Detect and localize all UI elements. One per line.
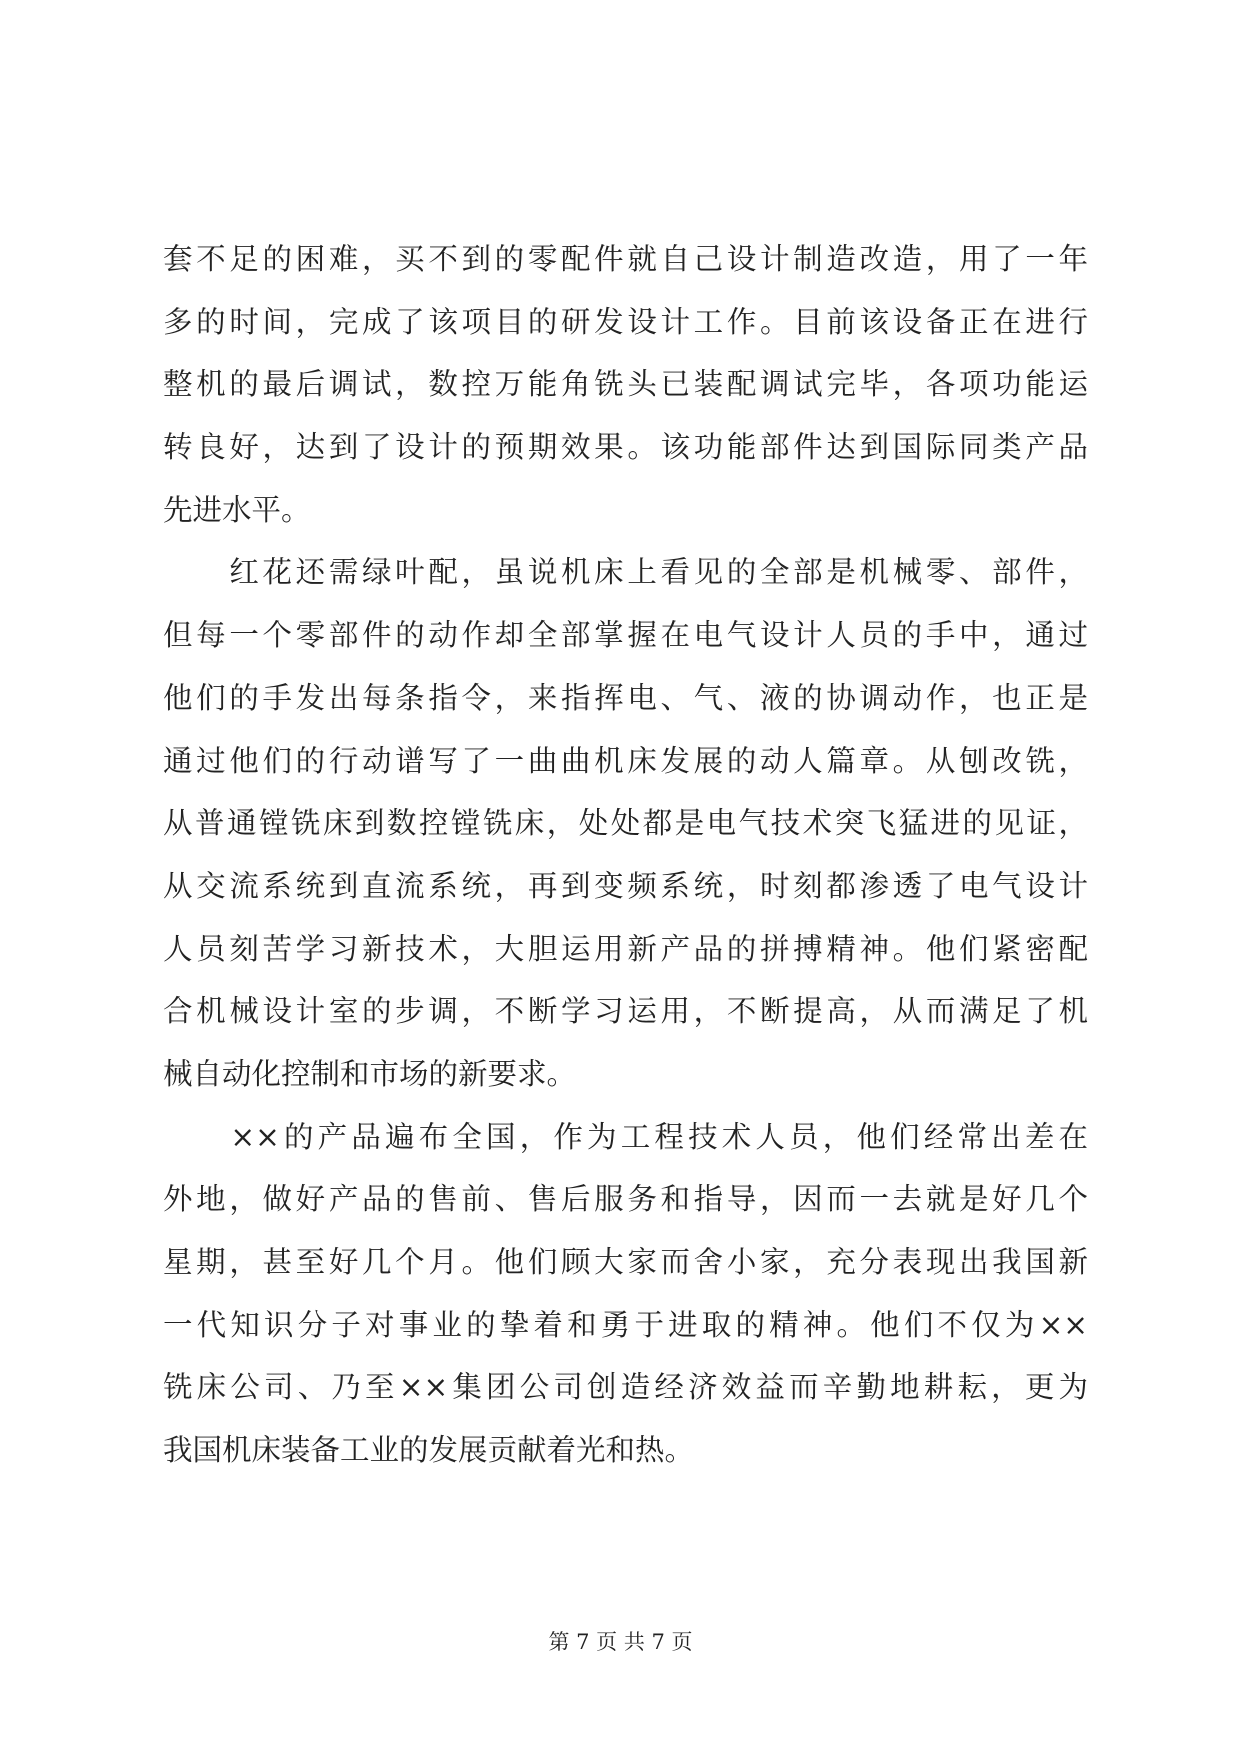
page-footer: 第 7 页 共 7 页 bbox=[548, 1630, 693, 1654]
text-line: 我国机床装备工业的发展贡献着光和热。 bbox=[163, 1433, 695, 1468]
text-line: ××的产品遍布全国，作为工程技术人员，他们经常出差在 bbox=[163, 1119, 1088, 1154]
body-text bbox=[163, 228, 1088, 1482]
text-line: 合机械设计室的步调，不断学习运用，不断提高，从而满足了机 bbox=[163, 994, 1088, 1029]
text-line: 铣床公司、乃至××集团公司创造经济效益而辛勤地耕耘，更为 bbox=[163, 1370, 1088, 1405]
text-line: 多的时间，完成了该项目的研发设计工作。目前该设备正在进行 bbox=[163, 304, 1088, 339]
text-line: 先进水平。 bbox=[163, 492, 311, 527]
text-line: 套不足的困难，买不到的零配件就自己设计制造改造，用了一年 bbox=[163, 242, 1088, 276]
text-line: 从普通镗铣床到数控镗铣床，处处都是电气技术突飞猛进的见证， bbox=[163, 806, 1088, 841]
text-line: 从交流系统到直流系统，再到变频系统，时刻都渗透了电气设计 bbox=[163, 868, 1088, 903]
text-line: 外地，做好产品的售前、售后服务和指导，因而一去就是好几个 bbox=[163, 1182, 1088, 1217]
text-line: 一代知识分子对事业的挚着和勇于进取的精神。他们不仅为×× bbox=[163, 1307, 1088, 1342]
text-line: 整机的最后调试，数控万能角铣头已装配调试完毕，各项功能运 bbox=[163, 367, 1088, 402]
text-line: 但每一个零部件的动作却全部掌握在电气设计人员的手中，通过 bbox=[163, 618, 1088, 653]
text-line: 转良好，达到了设计的预期效果。该功能部件达到国际同类产品 bbox=[163, 430, 1088, 465]
text-line: 星期，甚至好几个月。他们顾大家而舍小家，充分表现出我国新 bbox=[163, 1245, 1088, 1279]
text-line: 械自动化控制和市场的新要求。 bbox=[163, 1056, 577, 1091]
text-line: 他们的手发出每条指令，来指挥电、气、液的协调动作，也正是 bbox=[163, 680, 1088, 715]
text-line: 人员刻苦学习新技术，大胆运用新产品的拼搏精神。他们紧密配 bbox=[163, 931, 1088, 966]
text-line: 红花还需绿叶配，虽说机床上看见的全部是机械零、部件， bbox=[163, 555, 1088, 590]
text-line: 通过他们的行动谱写了一曲曲机床发展的动人篇章。从刨改铣， bbox=[163, 743, 1088, 778]
